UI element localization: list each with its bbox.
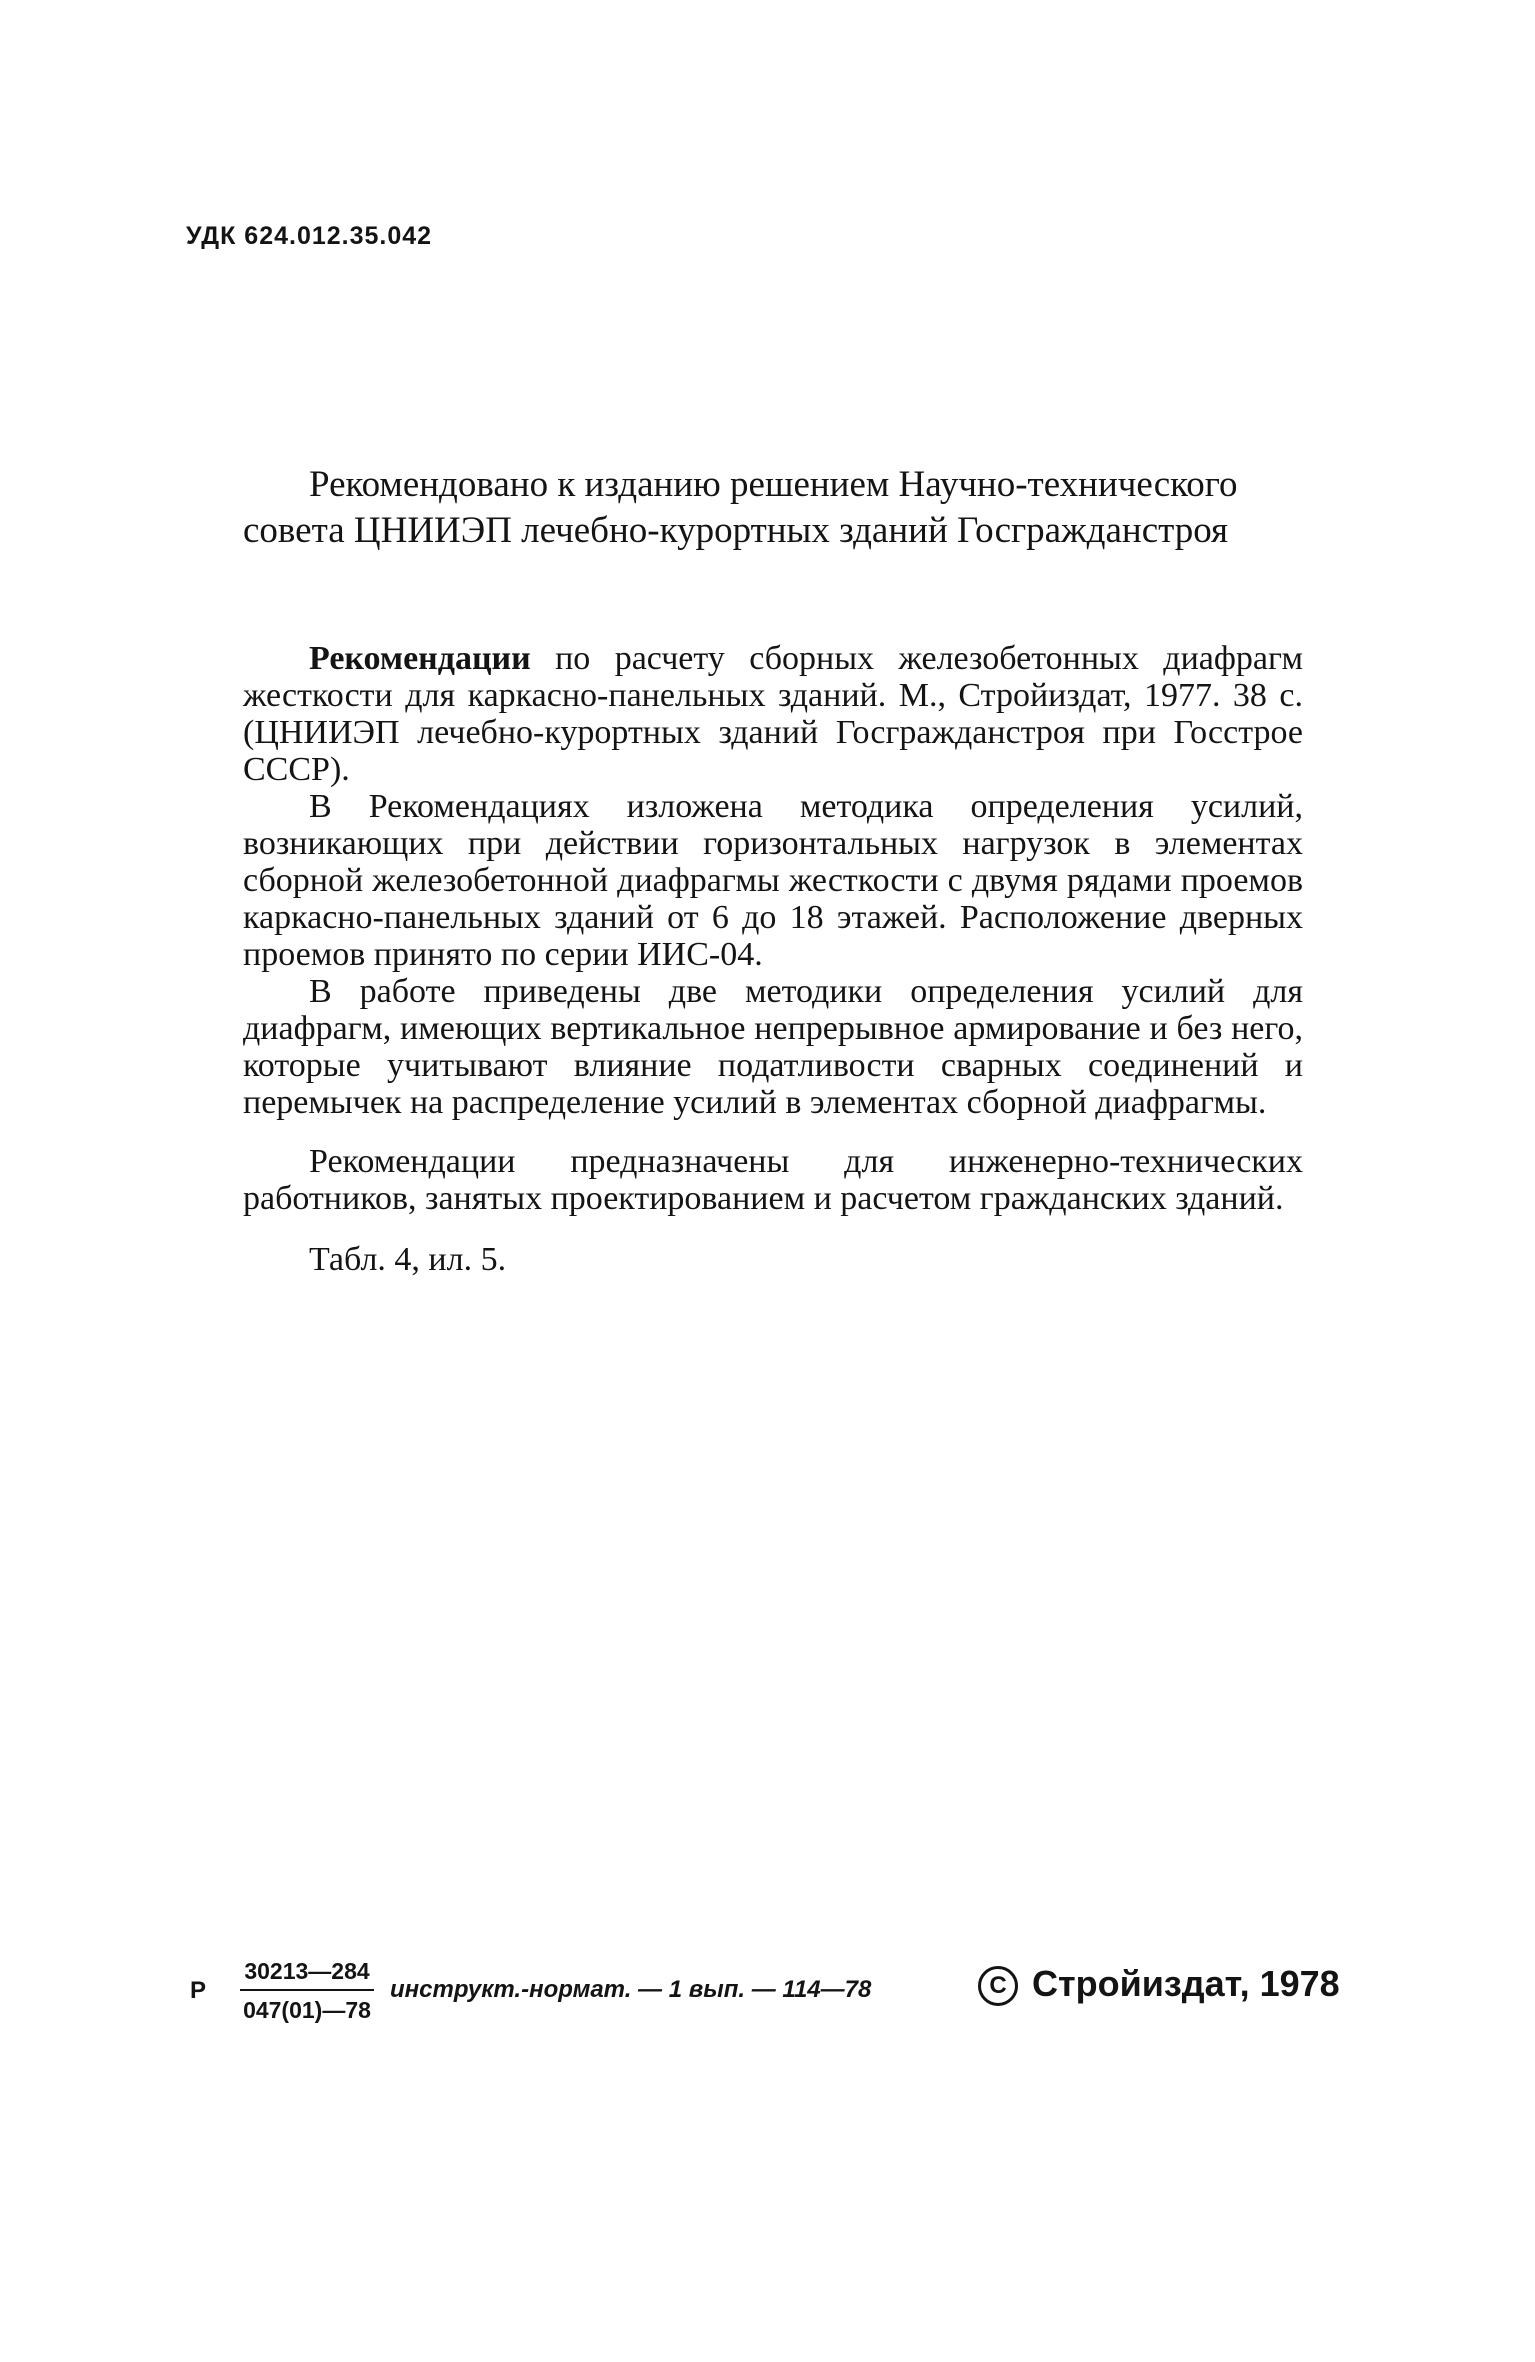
approval-line-2: совета ЦНИИЭП лечебно-курортных зданий Госгражданстроя bbox=[243, 510, 1229, 551]
bibliographic-details: по расчету сборных железобетонных диафрагм жесткости для каркасно-панельных зданий. М., Стройиздат, 1977. 38 с. (ЦНИИЭП лечебно-курортных зданий Госгражданстроя при Госстрое СССР). bbox=[243, 640, 1303, 788]
index-numerator: 30213—284 bbox=[244, 1958, 370, 1984]
fraction-bar bbox=[240, 1989, 374, 1991]
abstract-paragraph-1: В Рекомендациях изложена методика определения усилий, возникающих при действии горизонтальных нагрузок в элементах сборной железобетонной диафрагмы жесткости с двумя рядами проемов каркасно-панельных зданий от 6 до 18 этажей. Расположение дверных проемов принято по серии ИИС-04. bbox=[243, 788, 1303, 973]
publication-title: Рекомендации bbox=[309, 640, 531, 677]
publisher-year: Стройиздат, 1978 bbox=[1032, 1963, 1340, 2004]
index-letter: Р bbox=[190, 1977, 207, 2004]
approval-line-1: Рекомендовано к изданию решением Научно-технического bbox=[309, 464, 1238, 505]
index-denominator: 047(01)—78 bbox=[243, 1997, 371, 2023]
udk-code: УДК 624.012.35.042 bbox=[186, 222, 433, 250]
copyright-notice bbox=[978, 1963, 1340, 2006]
annotation-block bbox=[243, 640, 1303, 1278]
tables-figures-count: Табл. 4, ил. 5. bbox=[309, 1241, 507, 1278]
abstract-paragraph-2: В работе приведены две методики определения усилий для диафрагм, имеющих вертикальное непрерывное армирование и без него, которые учитывают влияние податливости сварных соединений и перемычек на распределение усилий в элементах сборной диафрагмы. bbox=[243, 973, 1303, 1121]
publication-footer bbox=[190, 1955, 1340, 2075]
instruction-note: инструкт.-нормат. — 1 вып. — 114—78 bbox=[390, 1976, 872, 2003]
audience-paragraph: Рекомендации предназначены для инженерно-технических работников, занятых проектированием и расчетом гражданских зданий. bbox=[243, 1143, 1303, 1217]
bibliographic-entry bbox=[243, 640, 1303, 788]
copyright-icon: C bbox=[978, 1966, 1018, 2006]
publication-index-fraction bbox=[232, 1955, 382, 2027]
approval-note bbox=[243, 462, 1303, 554]
